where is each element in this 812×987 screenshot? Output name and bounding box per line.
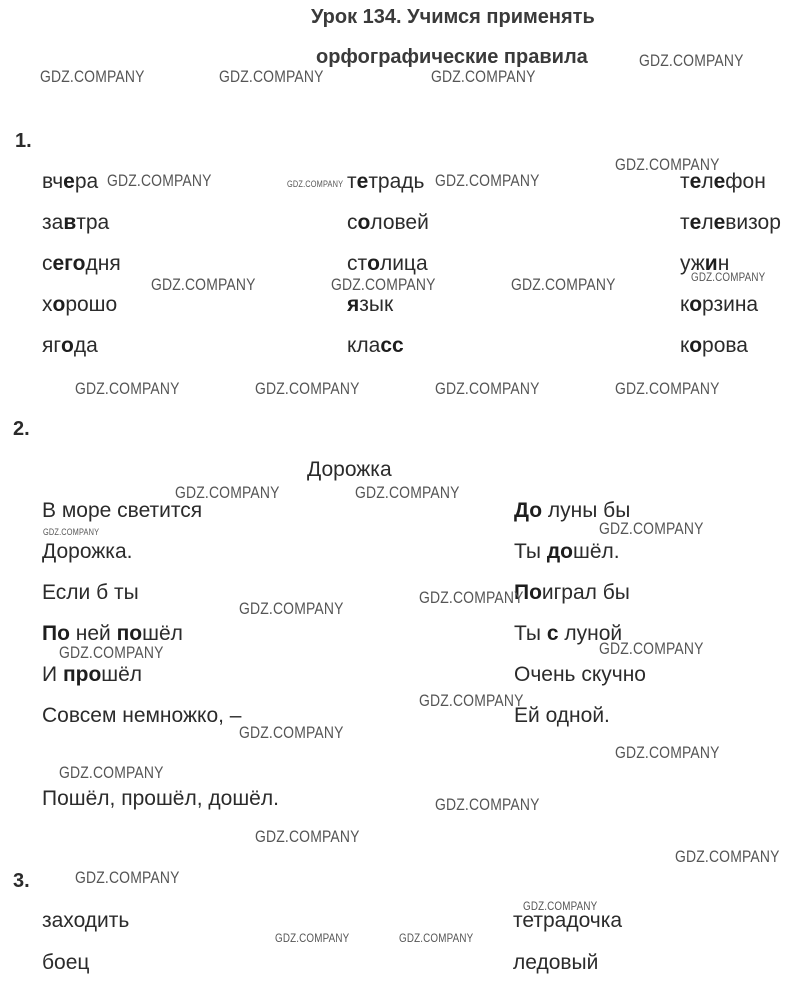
- task3-word: заходить: [42, 909, 130, 932]
- highlighted-letters: е: [713, 170, 726, 193]
- text-segment: да: [73, 334, 98, 357]
- text-segment: луной: [558, 622, 623, 645]
- task1-word: [680, 335, 748, 356]
- text-segment: т: [680, 170, 690, 193]
- highlighted-letters: По: [42, 622, 70, 645]
- text-segment: традь: [368, 170, 425, 193]
- task-number-3: 3.: [13, 870, 30, 892]
- highlighted-letters: е: [713, 211, 726, 234]
- text-segment: луны бы: [542, 499, 631, 522]
- poem-line: [514, 582, 630, 603]
- text-segment: к: [680, 293, 690, 316]
- text-segment: т: [680, 211, 690, 234]
- poem-line: [42, 582, 139, 603]
- watermark: GDZ.COMPANY: [287, 179, 344, 189]
- watermark: GDZ.COMPANY: [255, 379, 360, 398]
- text-segment: рова: [702, 334, 748, 357]
- text-segment: ней: [69, 622, 117, 645]
- text-segment: т: [347, 170, 357, 193]
- watermark: GDZ.COMPANY: [43, 527, 100, 537]
- watermark: GDZ.COMPANY: [435, 171, 540, 190]
- text-segment: л: [701, 170, 714, 193]
- text-segment: х: [42, 293, 53, 316]
- watermark: GDZ.COMPANY: [511, 275, 616, 294]
- text-segment: шёл.: [573, 540, 620, 563]
- watermark: GDZ.COMPANY: [59, 763, 164, 782]
- text-segment: фон: [725, 170, 766, 193]
- task1-word: [347, 335, 404, 356]
- text-segment: с: [347, 211, 358, 234]
- text-segment: рзина: [702, 293, 759, 316]
- text-segment: рошо: [65, 293, 118, 316]
- watermark: GDZ.COMPANY: [151, 275, 256, 294]
- task3-word: ледовый: [513, 951, 599, 974]
- text-segment: дня: [85, 252, 121, 275]
- highlighted-letters: До: [514, 499, 543, 522]
- task1-word: [680, 171, 766, 192]
- highlighted-letters: е: [356, 170, 369, 193]
- watermark: GDZ.COMPANY: [435, 795, 540, 814]
- text-segment: Совсем немножко, –: [42, 704, 242, 727]
- highlighted-letters: про: [62, 663, 102, 686]
- watermark: GDZ.COMPANY: [239, 723, 344, 742]
- watermark: GDZ.COMPANY: [275, 931, 350, 945]
- task1-word: [42, 171, 98, 192]
- task3-word: тетрадочка: [513, 909, 623, 932]
- watermark: GDZ.COMPANY: [419, 691, 524, 710]
- watermark: GDZ.COMPANY: [331, 275, 436, 294]
- highlighted-letters: его: [52, 252, 86, 275]
- poem-line: [42, 541, 132, 562]
- highlighted-letters: с: [546, 622, 559, 645]
- watermark: GDZ.COMPANY: [599, 519, 704, 538]
- text-segment: Ты: [514, 540, 547, 563]
- text-segment: к: [680, 334, 690, 357]
- text-segment: шёл: [101, 663, 143, 686]
- text-segment: тра: [76, 211, 110, 234]
- highlighted-letters: е: [689, 170, 702, 193]
- task1-word: [347, 294, 393, 315]
- watermark: GDZ.COMPANY: [431, 67, 536, 86]
- watermark: GDZ.COMPANY: [40, 67, 145, 86]
- task1-word: [347, 253, 428, 274]
- watermark: GDZ.COMPANY: [615, 743, 720, 762]
- watermark: GDZ.COMPANY: [219, 67, 324, 86]
- text-segment: шёл: [142, 622, 183, 645]
- poem-line: [42, 705, 241, 726]
- text-segment: В море светится: [42, 499, 203, 522]
- text-segment: н: [717, 252, 730, 275]
- text-segment: Ей одной.: [514, 704, 610, 727]
- text-segment: лица: [379, 252, 428, 275]
- text-segment: Очень скучно: [514, 663, 646, 686]
- lesson-title-line2: орфографические правила: [316, 46, 588, 68]
- highlighted-letters: е: [63, 170, 75, 193]
- text-segment: Пошёл, прошёл, дошёл.: [42, 787, 279, 810]
- highlighted-letters: о: [367, 252, 380, 275]
- watermark: GDZ.COMPANY: [615, 379, 720, 398]
- task1-word: [347, 212, 429, 233]
- poem-line: [42, 500, 202, 521]
- text-segment: ст: [347, 252, 368, 275]
- watermark: GDZ.COMPANY: [523, 899, 598, 913]
- task3-word: боец: [42, 951, 90, 974]
- text-segment: яг: [42, 334, 62, 357]
- watermark: GDZ.COMPANY: [355, 483, 460, 502]
- highlighted-letters: е: [689, 211, 702, 234]
- poem-line: [42, 788, 279, 809]
- task1-word: [42, 335, 98, 356]
- text-segment: вч: [42, 170, 64, 193]
- task1-word: [42, 253, 121, 274]
- watermark: GDZ.COMPANY: [639, 51, 744, 70]
- task1-word: [680, 294, 758, 315]
- text-segment: с: [42, 252, 53, 275]
- text-segment: Дорожка.: [42, 540, 133, 563]
- watermark: GDZ.COMPANY: [75, 868, 180, 887]
- highlighted-letters: По: [514, 581, 542, 604]
- watermark: GDZ.COMPANY: [175, 483, 280, 502]
- highlighted-letters: о: [61, 334, 74, 357]
- watermark: GDZ.COMPANY: [239, 599, 344, 618]
- highlighted-letters: до: [546, 540, 574, 563]
- watermark: GDZ.COMPANY: [59, 643, 164, 662]
- text-segment: играл бы: [541, 581, 630, 604]
- text-segment: л: [701, 211, 714, 234]
- highlighted-letters: в: [63, 211, 77, 234]
- text-segment: кла: [347, 334, 381, 357]
- task1-word: [680, 212, 781, 233]
- poem-line: [514, 500, 630, 521]
- poem-line: [514, 705, 610, 726]
- text-segment: ловей: [370, 211, 429, 234]
- task-number-2: 2.: [13, 418, 30, 440]
- highlighted-letters: сс: [380, 334, 404, 357]
- poem-line: [42, 623, 183, 644]
- poem-line: [514, 664, 646, 685]
- poem-title: Дорожка: [307, 458, 392, 481]
- text-segment: Если б ты: [42, 581, 139, 604]
- task1-word: [347, 171, 424, 192]
- text-segment: уж: [680, 252, 705, 275]
- text-segment: зык: [359, 293, 394, 316]
- text-segment: визор: [725, 211, 781, 234]
- watermark: GDZ.COMPANY: [691, 270, 766, 284]
- watermark: GDZ.COMPANY: [419, 588, 524, 607]
- highlighted-letters: о: [689, 334, 703, 357]
- lesson-title-line1: Урок 134. Учимся применять: [311, 6, 595, 28]
- watermark: GDZ.COMPANY: [75, 379, 180, 398]
- highlighted-letters: о: [357, 211, 371, 234]
- watermark: GDZ.COMPANY: [399, 931, 474, 945]
- text-segment: Ты: [514, 622, 547, 645]
- highlighted-letters: по: [116, 622, 143, 645]
- highlighted-letters: и: [704, 252, 718, 275]
- task1-word: [42, 212, 109, 233]
- text-segment: за: [42, 211, 64, 234]
- highlighted-letters: о: [52, 293, 66, 316]
- watermark: GDZ.COMPANY: [255, 827, 360, 846]
- watermark: GDZ.COMPANY: [107, 171, 212, 190]
- watermark: GDZ.COMPANY: [675, 847, 780, 866]
- poem-line: [42, 664, 142, 685]
- poem-line: [514, 541, 620, 562]
- text-segment: И: [42, 663, 63, 686]
- watermark: GDZ.COMPANY: [615, 155, 720, 174]
- text-segment: ра: [74, 170, 99, 193]
- task1-word: [42, 294, 117, 315]
- highlighted-letters: я: [347, 293, 360, 316]
- task-number-1: 1.: [15, 130, 32, 152]
- watermark: GDZ.COMPANY: [599, 639, 704, 658]
- watermark: GDZ.COMPANY: [435, 379, 540, 398]
- highlighted-letters: о: [689, 293, 703, 316]
